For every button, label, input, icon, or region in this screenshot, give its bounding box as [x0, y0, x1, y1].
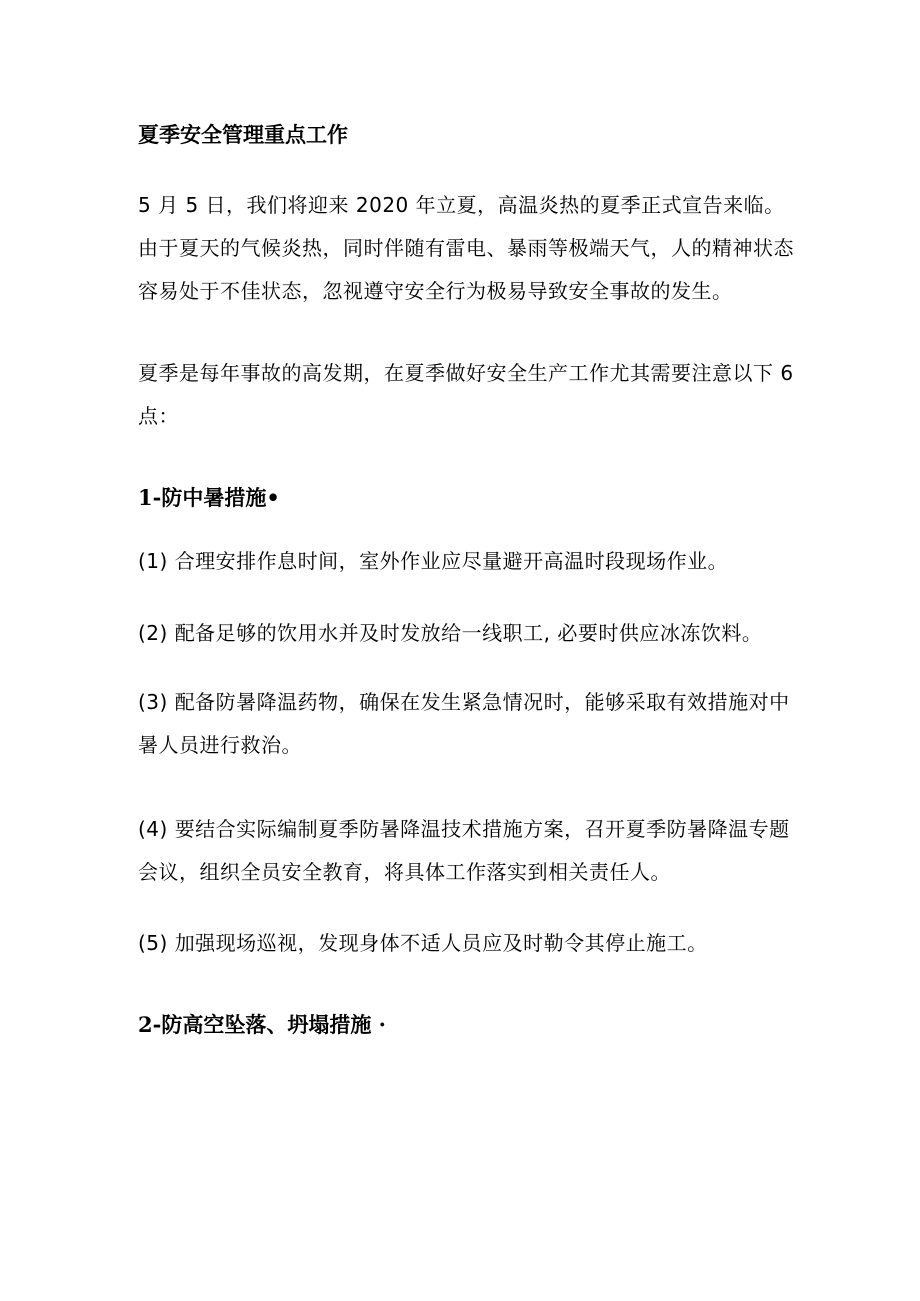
- intro-paragraph: 5 月 5 日，我们将迎来 2020 年立夏，高温炎热的夏季正式宣告来临。由于夏天的气候炎热，同时伴随有雷电、暴雨等极端天气，人的精神状态容易处于不佳状态，忽视遵守安全行为极易导致安全事故的发生。: [138, 193, 794, 303]
- list-item: (5) 加强现场巡视，发现身体不适人员应及时勒令其停止施工。: [138, 931, 708, 955]
- section-heading-heatstroke: 1-防中暑措施•: [138, 485, 280, 510]
- list-item: (1) 合理安排作息时间，室外作业应尽量避开高温时段现场作业。: [138, 549, 729, 573]
- list-item: (2) 配备足够的饮用水并及时发放给一线职工, 必要时供应冰冻饮料。: [138, 621, 763, 645]
- document-title: 夏季安全管理重点工作: [138, 123, 348, 147]
- list-item: (3) 配备防暑降温药物，确保在发生紧急情况时，能够采取有效措施对中暑人员进行救治。: [138, 690, 790, 757]
- list-item: (4) 要结合实际编制夏季防暑降温技术措施方案，召开夏季防暑降温专题会议，组织全员安全教育，将具体工作落实到相关责任人。: [138, 817, 790, 884]
- summary-paragraph: 夏季是每年事故的高发期，在夏季做好安全生产工作尤其需要注意以下 6 点：: [138, 361, 794, 428]
- section-heading-fall-collapse: 2-防高空坠落、坍塌措施 ·: [138, 1012, 386, 1037]
